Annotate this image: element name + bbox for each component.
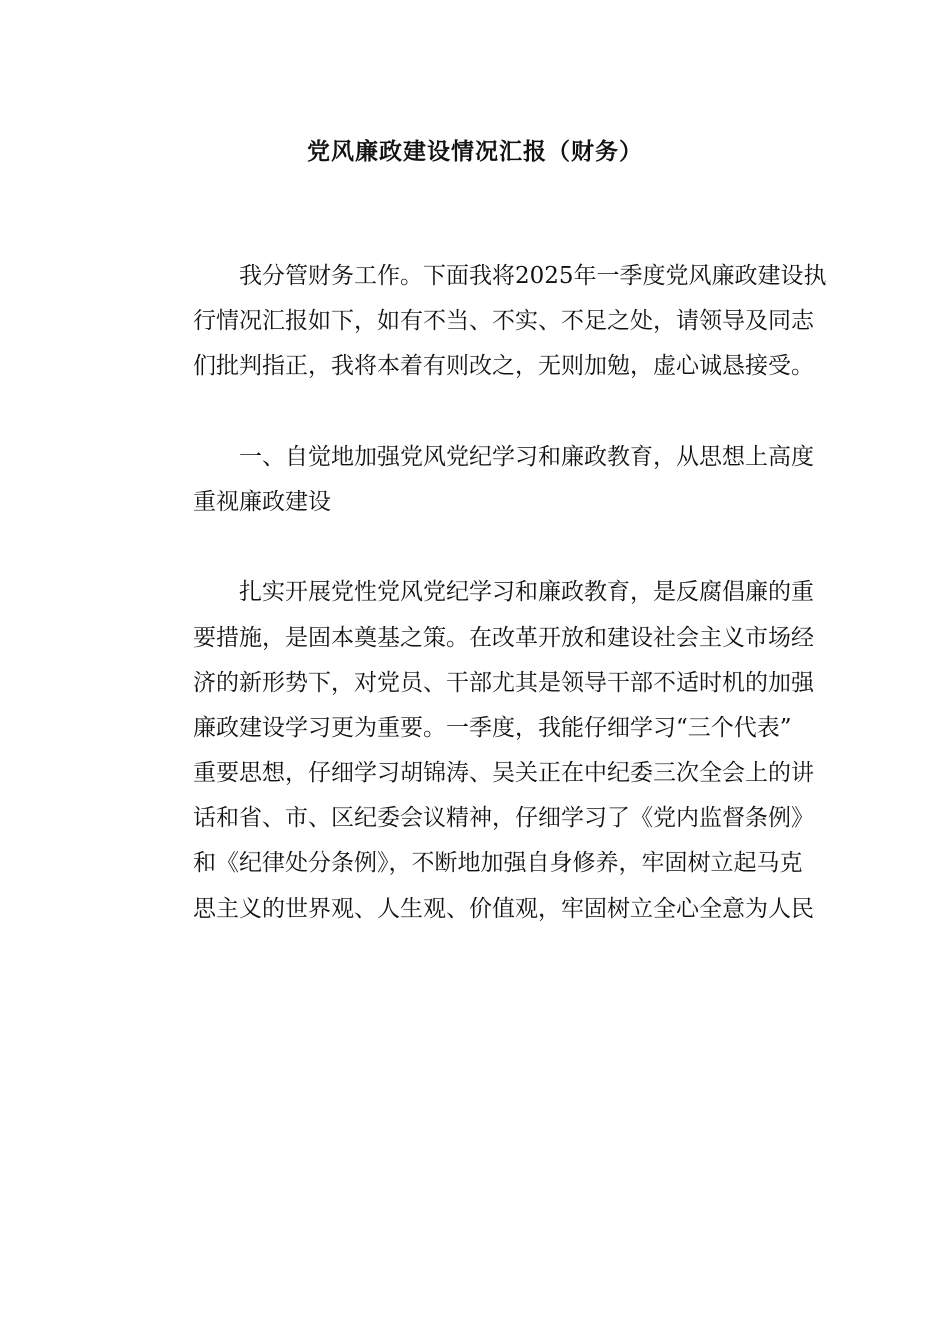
text-line: 思主义的世界观、人生观、价值观，牢固树立全心全意为人民 [193, 895, 814, 922]
paragraph-section-1 [145, 570, 814, 932]
text-line: 行情况汇报如下，如有不当、不实、不足之处，请领导及同志 [193, 308, 814, 335]
section-heading-1 [145, 435, 814, 525]
text-line: 重视廉政建设 [193, 488, 331, 515]
text-line: 们批判指正，我将本着有则改之，无则加勉，虚心诚恳接受。 [193, 353, 814, 380]
paragraph-intro [145, 254, 827, 390]
text-line: 扎实开展党性党风党纪学习和廉政教育，是反腐倡廉的重 [193, 579, 814, 606]
text-line: 济的新形势下，对党员、干部尤其是领导干部不适时机的加强 [193, 669, 814, 696]
text-line: 话和省、市、区纪委会议精神，仔细学习了《党内监督条例》 [193, 805, 814, 832]
text-line: 重要思想，仔细学习胡锦涛、吴关正在中纪委三次全会上的讲 [193, 760, 814, 787]
document-title: 党风廉政建设情况汇报（财务） [307, 138, 643, 165]
text-line: 一、自觉地加强党风党纪学习和廉政教育，从思想上高度 [193, 443, 814, 470]
text-line: 和《纪律处分条例》，不断地加强自身修养，牢固树立起马克 [193, 850, 803, 877]
text-line: 要措施，是固本奠基之策。在改革开放和建设社会主义市场经 [193, 624, 814, 651]
text-line: 廉政建设学习更为重要。一季度，我能仔细学习“三个代表” [193, 714, 792, 741]
document-body [145, 254, 827, 932]
text-line: 我分管财务工作。下面我将2025年一季度党风廉政建设执 [193, 263, 827, 289]
